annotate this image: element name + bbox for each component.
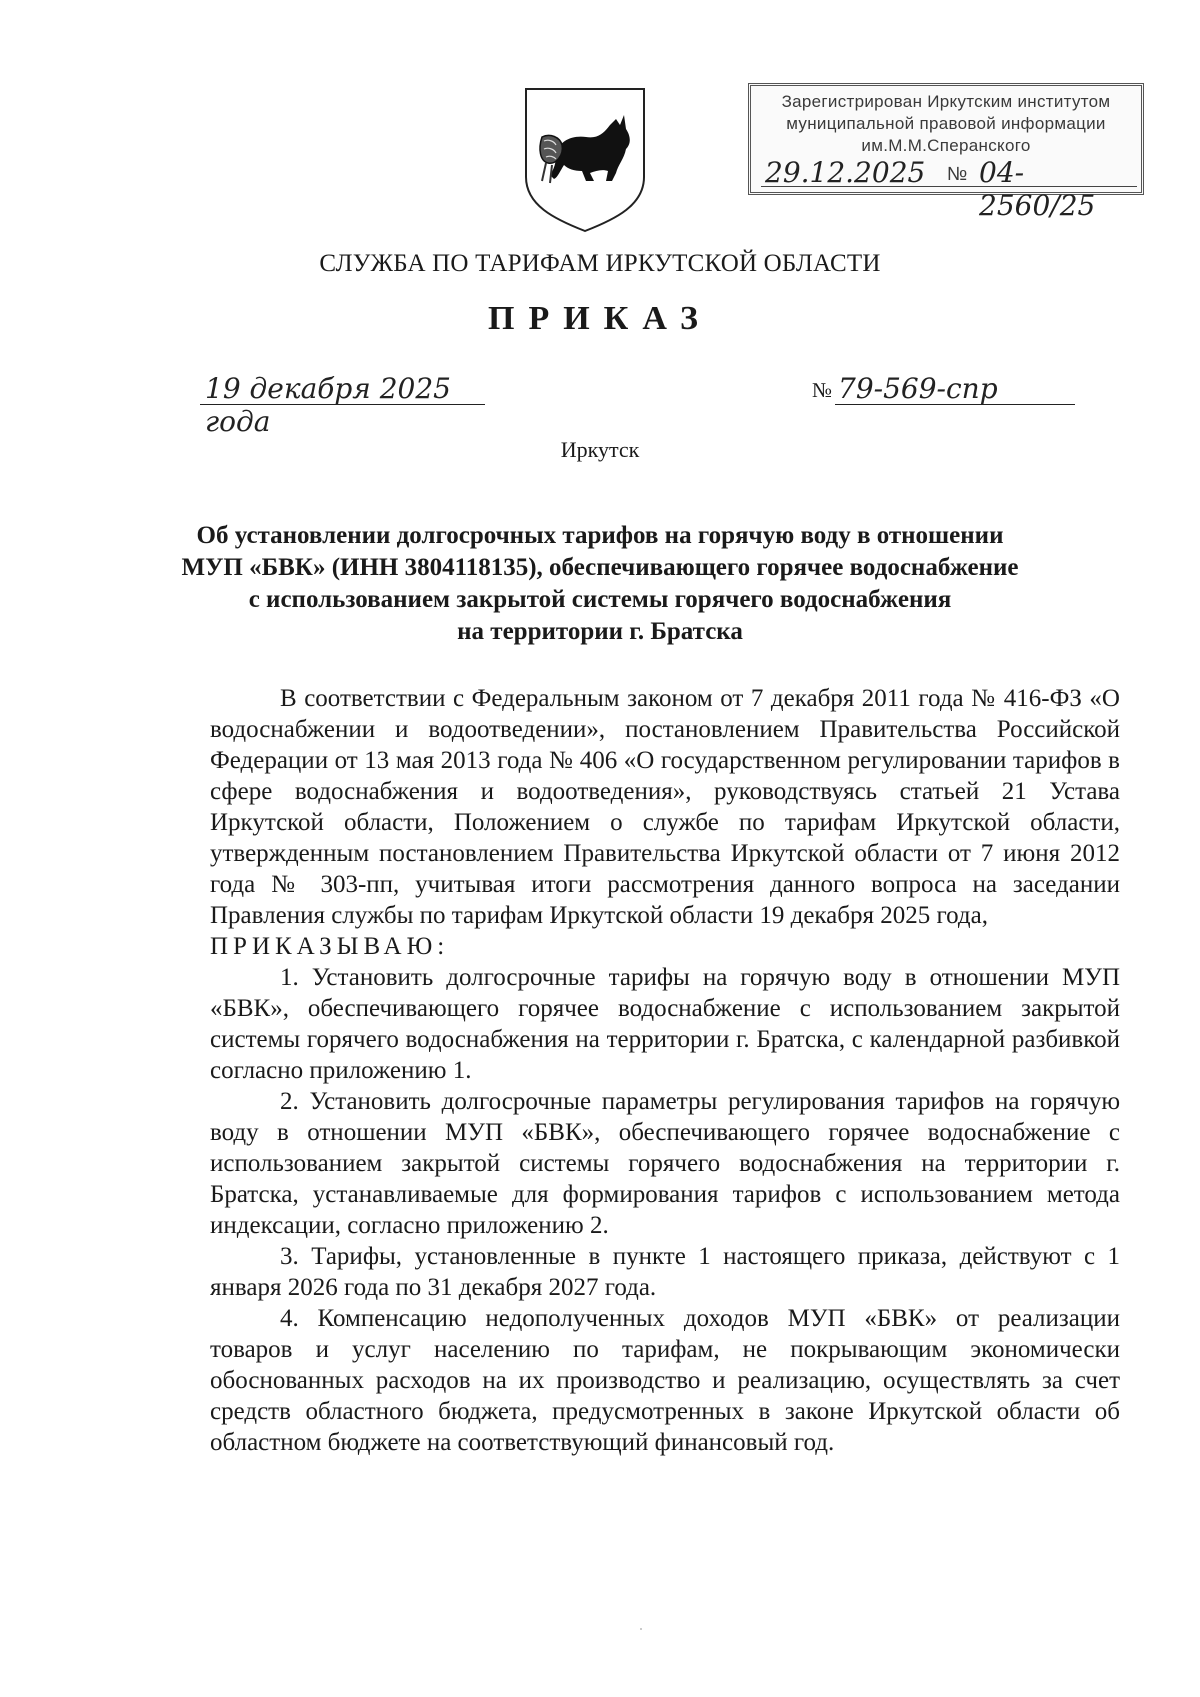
stamp-line-3: им.М.М.Сперанского bbox=[861, 136, 1031, 155]
title-line-2: МУП «БВК» (ИНН 3804118135), обеспечивающего горячее водоснабжение bbox=[181, 554, 1019, 581]
scan-artifact bbox=[640, 1628, 642, 1630]
order-item-1: 1. Установить долгосрочные тарифы на горячую воду в отношении МУП «БВК», обеспечивающего горячее водоснабжение с использованием закрытой системы горячего водоснабжения на территории г. Братска, с календарной разбивкой согласно приложению 1. bbox=[210, 964, 1120, 1084]
order-number-label: № bbox=[812, 378, 833, 402]
stamp-number: 04-2560/25 bbox=[979, 156, 1096, 222]
preamble-paragraph: В соответствии с Федеральным законом от 7 декабря 2011 года № 416-ФЗ «О водоснабжении и водоотведении», постановлением Правительства Российской Федерации от 13 мая 2013 года № 406 «О государственном регулировании тарифов в сфере водоснабжения и водоотведения», руководствуясь статьей 21 Устава Иркутской области, Положением о службе по тарифам Иркутской области, утвержденным постановлением Правительства Иркутской области от 7 июня 2012 года № 303-пп, учитывая итоги рассмотрения данного вопроса на заседании Правления службы по тарифам Иркутской области 19 декабря 2025 года, bbox=[210, 685, 1120, 929]
title-line-3: с использованием закрытой системы горячего водоснабжения bbox=[248, 586, 952, 613]
stamp-underline bbox=[761, 186, 1137, 187]
order-item-4: 4. Компенсацию недополученных доходов МУП «БВК» от реализации товаров и услуг населению по тарифам, не покрывающим экономически обоснованных расходов на их производство и реализацию, осуществлять за счет средств областного бюджета, предусмотренных в законе Иркутской области об областном бюджете на соответствующий финансовый год. bbox=[210, 1305, 1120, 1456]
title-line-1: Об установлении долгосрочных тарифов на горячую воду в отношении bbox=[196, 522, 1004, 549]
stamp-line-1: Зарегистрирован Иркутским институтом bbox=[781, 92, 1111, 111]
order-item-3: 3. Тарифы, установленные в пункте 1 настоящего приказа, действуют с 1 января 2026 года по 31 декабря 2027 года. bbox=[210, 1243, 1120, 1301]
document-type: ПРИКАЗ bbox=[488, 300, 712, 337]
order-number-underline bbox=[835, 404, 1075, 405]
city: Иркутск bbox=[560, 437, 640, 462]
stamp-date: 29.12.2025 bbox=[765, 156, 926, 189]
stamp-registration bbox=[761, 156, 1137, 222]
registration-stamp bbox=[748, 83, 1144, 222]
document-body bbox=[210, 683, 1120, 1458]
order-date-underline bbox=[200, 404, 485, 405]
stamp-number-label: № bbox=[947, 164, 968, 185]
title-line-4: на территории г. Братска bbox=[457, 618, 743, 645]
document-title bbox=[150, 520, 1050, 648]
order-item-2: 2. Установить долгосрочные параметры регулирования тарифов на горячую воду в отношении МУП «БВК», обеспечивающего горячее водоснабжение с использованием закрытой системы горячего водоснабжения на территории г. Братска, устанавливаемые для формирования тарифов с использованием метода индексации, согласно приложению 2. bbox=[210, 1088, 1120, 1239]
stamp-line-2: муниципальной правовой информации bbox=[786, 114, 1106, 133]
order-word: ПРИКАЗЫВАЮ: bbox=[210, 933, 450, 960]
order-number: 79-569-спр bbox=[838, 372, 998, 405]
agency-name: СЛУЖБА ПО ТАРИФАМ ИРКУТСКОЙ ОБЛАСТИ bbox=[319, 250, 881, 277]
order-date: 19 декабря 2025 года bbox=[205, 372, 451, 438]
coat-of-arms-icon bbox=[520, 85, 650, 235]
